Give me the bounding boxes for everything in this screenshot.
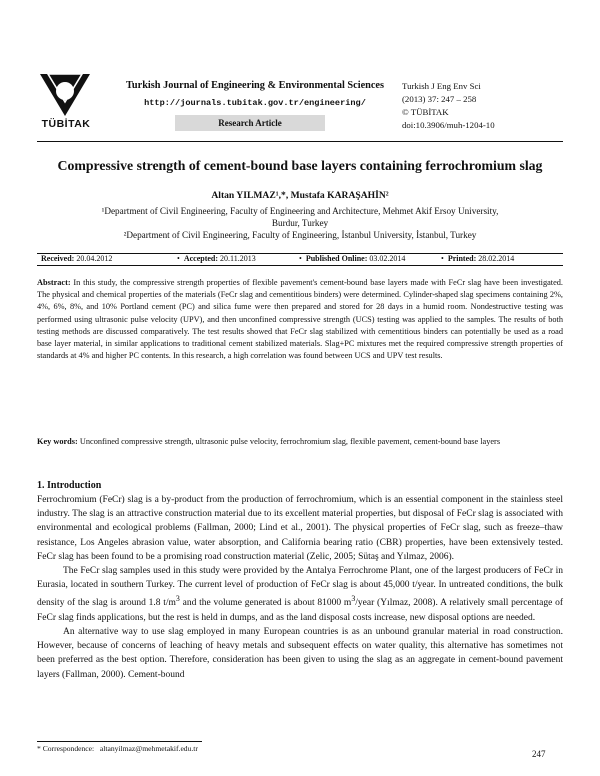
paragraph-2-part-c: /year (Yılmaz, 2008). A relatively small percentage of FeCr slag finds applications, but the rest is held in dumps, and as the land disposal costs increase, new disposal options are needed. <box>37 598 563 623</box>
section-heading: 1. Introduction <box>37 480 102 491</box>
accepted-label: Accepted: <box>183 254 219 263</box>
correspondence-label: * Correspondence: <box>37 744 95 753</box>
dates-bar: Received: 20.04.2012 • Accepted: 20.11.2013 • Published Online: 03.02.2014 • Printed: 28.02.2014 <box>41 254 515 263</box>
abstract-label: Abstract: <box>37 278 71 287</box>
journal-abbrev: Turkish J Eng Env Sci <box>402 81 481 91</box>
keywords-text: Unconfined compressive strength, ultrasonic pulse velocity, ferrochromium slag, flexible pavement, cement-bound base layers <box>79 437 501 446</box>
article-type-badge: Research Article <box>175 115 325 131</box>
keywords <box>37 436 563 448</box>
logo-text: TÜBİTAK <box>41 118 91 130</box>
affiliation-1-location: Burdur, Turkey <box>271 218 329 228</box>
citation-block <box>402 80 552 132</box>
journal-name: Turkish Journal of Engineering & Environmental Sciences <box>125 80 385 91</box>
printed-label: Printed: <box>447 254 477 263</box>
keywords-label: Key words: <box>37 437 78 446</box>
page-number: 247 <box>532 749 546 759</box>
paragraph-2 <box>37 564 563 625</box>
volume-pages: (2013) 37: 247 – 258 <box>402 94 477 104</box>
abstract-text: In this study, the compressive strength properties of flexible pavement's cement-bound base layers made with FeCr slag have been investigated. The physical and chemical properties of the materials (FeCr slag and cementitious binders) were determined. Cylinder-shaped slag specimens containing 2%, 4%, 6%, 8%, and 10% Portland cement (PC) and silica fume were then prepared and stored for 28 days in a humid room. Nondestructive testing was performed using ultrasonic pulse velocity (UPV), and then unconfined compressive strength (UCS) testing was applied to the samples. The results of both testing methods are discussed comparatively. The test results showed that FeCr slag stabilized with cementitious binders can potentially be used as a road base layer material, in similar applications to traditional cement stabilized materials. Slag+PC mixtures met the required compressive strength properties of standards at 4% and higher PC contents. In this research, a high correlation was found between UCS and UPV test results. <box>37 278 564 361</box>
doi[interactable]: doi:10.3906/muh-1204-10 <box>402 120 495 130</box>
paper-title: Compressive strength of cement-bound base layers containing ferrochromium slag <box>57 158 543 173</box>
journal-url[interactable]: http://journals.tubitak.gov.tr/engineering/ <box>144 98 366 108</box>
correspondence-footnote <box>37 744 198 753</box>
paragraph-2-part-a: The FeCr slag samples used in this study were provided by the Antalya Ferrochrome Plant, one of the largest producers of FeCr in Eurasia, located in southern Turkey. The current level of production of FeCr slag is about 45,000 t/year. In untreated conditions, the bulk density of the slag is around 1.8 t/m <box>37 566 563 609</box>
dates-bottom-rule <box>37 265 563 266</box>
abstract <box>37 277 563 362</box>
header-divider <box>37 141 563 142</box>
intro-body <box>37 493 563 682</box>
received-date: 20.04.2012 <box>76 254 113 263</box>
affiliation-1: ¹Department of Civil Engineering, Faculty of Engineering and Architecture, Mehmet Akif Ersoy University, <box>101 206 499 216</box>
affiliation-2: ²Department of Civil Engineering, Faculty of Engineering, İstanbul University, İstanbul, Turkey <box>123 230 477 240</box>
copyright: © TÜBİTAK <box>402 107 449 117</box>
paragraph-3: An alternative way to use slag employed in many European countries is as an unbound granular material in road construction. However, because of concerns of leaching of heavy metals and subsequent effects on water quality, this alternative has sometimes not been preferred as the best option. Therefore, consideration has been given to using the slag as an aggregate in cement-bound pavement layers (Fallman, 2000). Cement-bound <box>37 626 563 680</box>
paragraph-2-part-b: and the volume generated is about 81000 m <box>179 598 352 609</box>
superscript: 3 <box>175 594 180 604</box>
author-list: Altan YILMAZ¹,*, Mustafa KARAŞAHİN² <box>211 190 389 201</box>
printed-date: 28.02.2014 <box>478 254 515 263</box>
correspondence-email[interactable]: altanyilmaz@mehmetakif.edu.tr <box>99 744 198 753</box>
published-date: 03.02.2014 <box>369 254 406 263</box>
published-label: Published Online: <box>305 254 368 263</box>
footnote-rule <box>37 741 202 742</box>
received-label: Received: <box>41 254 75 263</box>
accepted-date: 20.11.2013 <box>220 254 256 263</box>
paragraph-1: Ferrochromium (FeCr) slag is a by-product from the production of ferrochromium, which is an essential component in the stainless steel industry. The slag is an attractive construction material due to its excellent material properties, but disposal of FeCr slag is associated with environmental and ecological problems (Fallman, 2000; Lind et al., 2001). The physical properties of FeCr slag, such as freeze–thaw resistance, Los Angeles abrasion value, water absorption, and California bearing ratio (CBR) properties, have been extensively tested. FeCr slag has been found to be a promising road construction material (Zelic, 2005; Sütaş and Yılmaz, 2006). <box>37 495 563 562</box>
superscript: 3 <box>351 594 356 604</box>
